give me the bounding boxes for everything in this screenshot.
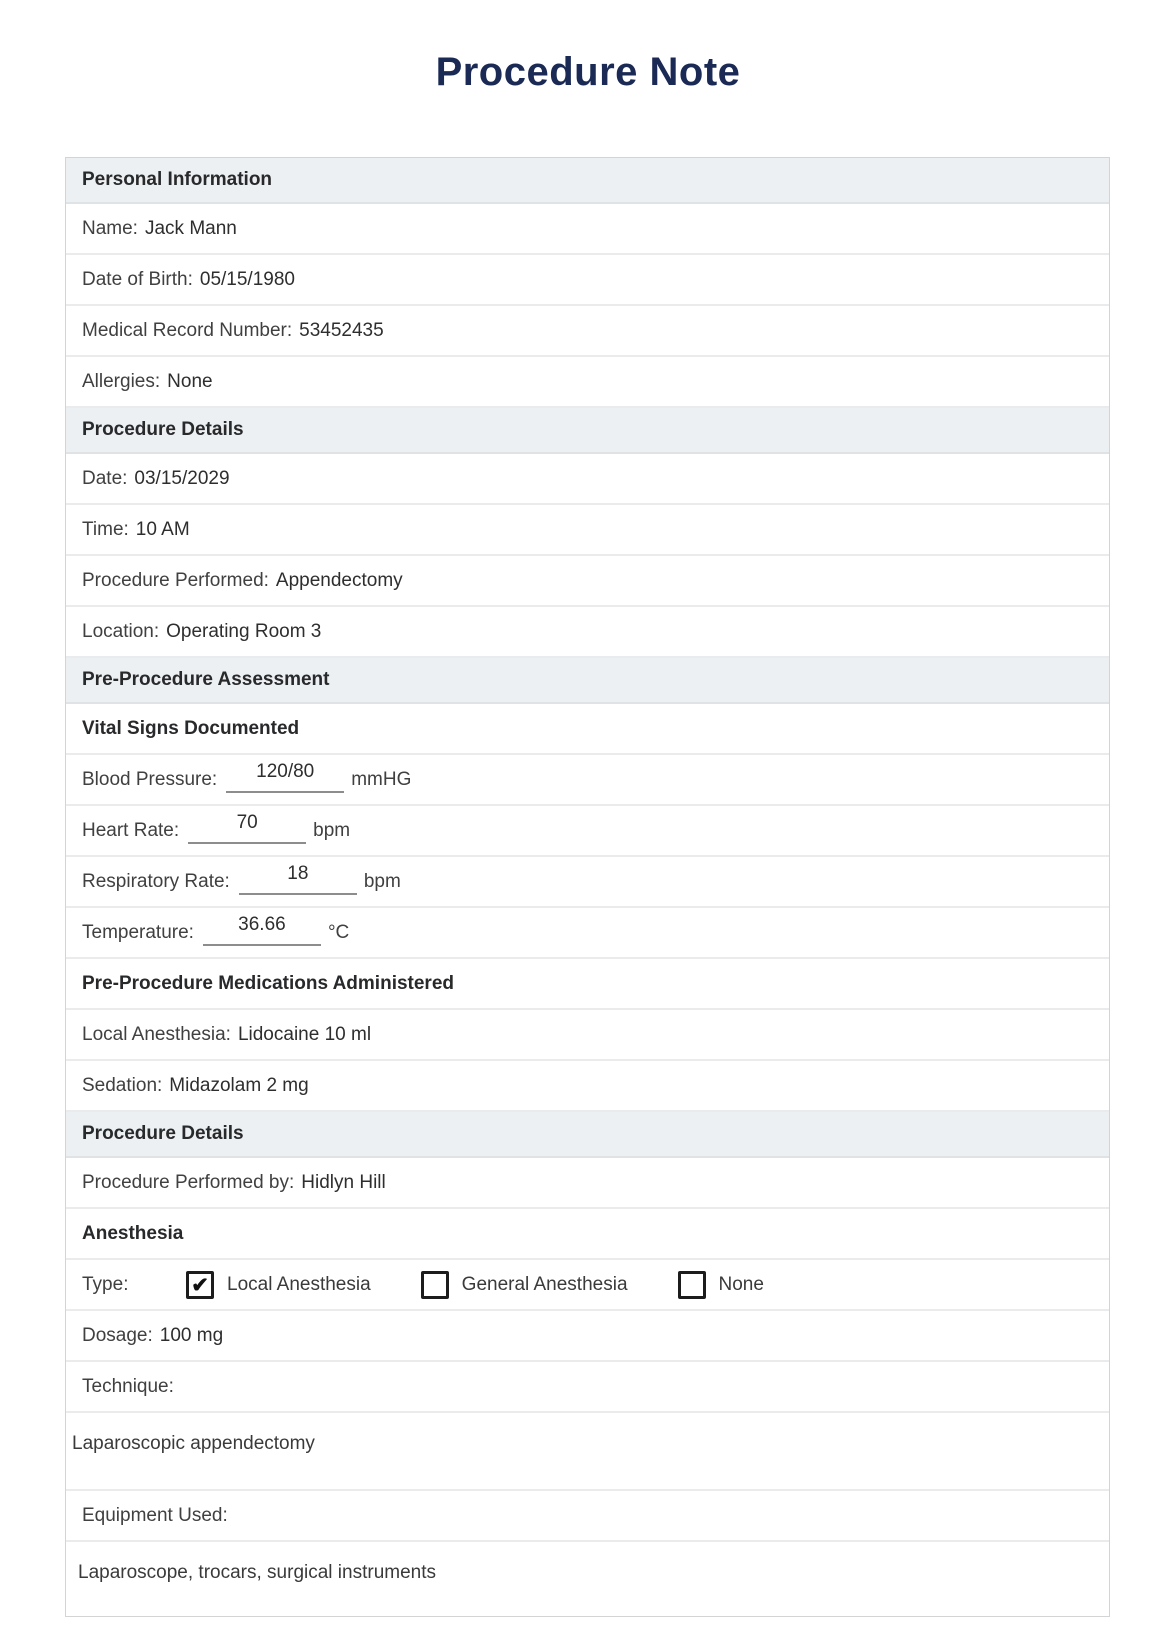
unit-label: bpm xyxy=(313,819,351,841)
section-header-pre-procedure-assessment xyxy=(66,658,1109,704)
field-label: Heart Rate: xyxy=(82,819,180,841)
section-header-label: Pre-Procedure Assessment xyxy=(82,669,330,690)
field-label: Equipment Used: xyxy=(82,1504,228,1526)
technique-text-area[interactable] xyxy=(66,1413,1109,1491)
field-row-technique xyxy=(66,1362,1109,1413)
equipment-text-area[interactable] xyxy=(66,1542,1109,1616)
checkbox-label: None xyxy=(718,1273,764,1295)
checkbox-none[interactable] xyxy=(678,1271,706,1299)
respiratory-rate-blank-field[interactable] xyxy=(239,862,357,895)
vital-row-blood-pressure xyxy=(66,755,1109,806)
field-value: 10 AM xyxy=(135,518,190,540)
field-label: Type: xyxy=(82,1273,129,1295)
field-label: Location: xyxy=(82,620,160,642)
field-row-dosage xyxy=(66,1311,1109,1362)
field-label: Technique: xyxy=(82,1375,174,1397)
field-row-sedation xyxy=(66,1061,1109,1112)
field-row-time xyxy=(66,505,1109,556)
field-row-location xyxy=(66,607,1109,658)
sub-header-label: Vital Signs Documented xyxy=(82,717,300,739)
section-header-procedure-details-2 xyxy=(66,1112,1109,1158)
field-label: Dosage: xyxy=(82,1324,153,1346)
field-value: 53452435 xyxy=(299,319,384,341)
sub-header-pre-procedure-medications xyxy=(66,959,1109,1010)
checkbox-label: General Anesthesia xyxy=(461,1273,628,1295)
section-header-label: Procedure Details xyxy=(82,1123,244,1144)
field-row-procedure-performed xyxy=(66,556,1109,607)
field-label: Allergies: xyxy=(82,370,161,392)
field-value: Lidocaine 10 ml xyxy=(237,1023,372,1045)
option-local-anesthesia xyxy=(186,1271,371,1299)
field-label: Sedation: xyxy=(82,1074,163,1096)
field-row-date-of-birth xyxy=(66,255,1109,306)
option-none xyxy=(678,1271,764,1299)
section-header-procedure-details xyxy=(66,408,1109,454)
section-header-personal-information xyxy=(66,158,1109,204)
unit-label: bpm xyxy=(363,870,401,892)
field-label: Temperature: xyxy=(82,921,194,943)
field-label: Procedure Performed: xyxy=(82,569,269,591)
field-row-name xyxy=(66,204,1109,255)
blank-value: 120/80 xyxy=(256,760,315,782)
checkbox-general-anesthesia[interactable] xyxy=(421,1271,449,1299)
sub-header-label: Pre-Procedure Medications Administered xyxy=(82,972,455,994)
field-row-equipment-used xyxy=(66,1491,1109,1542)
vital-row-temperature xyxy=(66,908,1109,959)
field-label: Local Anesthesia: xyxy=(82,1023,231,1045)
sub-header-vital-signs xyxy=(66,704,1109,755)
vital-row-heart-rate xyxy=(66,806,1109,857)
field-label: Date: xyxy=(82,467,128,489)
field-value: Midazolam 2 mg xyxy=(169,1074,309,1096)
field-row-allergies xyxy=(66,357,1109,408)
blank-value: 18 xyxy=(287,862,309,884)
section-header-label: Personal Information xyxy=(82,169,273,190)
field-row-medical-record-number xyxy=(66,306,1109,357)
section-header-label: Procedure Details xyxy=(82,419,244,440)
field-label: Date of Birth: xyxy=(82,268,193,290)
field-row-local-anesthesia xyxy=(66,1010,1109,1061)
option-general-anesthesia xyxy=(421,1271,628,1299)
field-label: Respiratory Rate: xyxy=(82,870,230,892)
field-value: None xyxy=(167,370,213,392)
field-label: Procedure Performed by: xyxy=(82,1171,295,1193)
field-value: 03/15/2029 xyxy=(134,467,230,489)
checkbox-local-anesthesia[interactable] xyxy=(186,1271,214,1299)
field-label: Medical Record Number: xyxy=(82,319,293,341)
blood-pressure-blank-field[interactable] xyxy=(226,760,344,793)
sub-header-anesthesia xyxy=(66,1209,1109,1260)
field-value: 100 mg xyxy=(159,1324,224,1346)
field-label: Name: xyxy=(82,217,138,239)
anesthesia-type-row xyxy=(66,1260,1109,1311)
checkbox-label: Local Anesthesia xyxy=(227,1273,371,1295)
field-value: Operating Room 3 xyxy=(166,620,322,642)
blank-value: 36.66 xyxy=(238,913,286,935)
field-row-date xyxy=(66,454,1109,505)
page-title: Procedure Note xyxy=(435,50,741,94)
field-value: Appendectomy xyxy=(275,569,403,591)
vital-row-respiratory-rate xyxy=(66,857,1109,908)
unit-label: mmHG xyxy=(351,768,412,790)
unit-label: °C xyxy=(327,921,350,943)
checkmark-icon: ✔ xyxy=(191,1274,209,1297)
temperature-blank-field[interactable] xyxy=(203,913,321,946)
sub-header-label: Anesthesia xyxy=(82,1222,184,1244)
blank-value: 70 xyxy=(236,811,258,833)
field-value: 05/15/1980 xyxy=(199,268,295,290)
field-label: Blood Pressure: xyxy=(82,768,218,790)
field-value: Hidlyn Hill xyxy=(301,1171,386,1193)
field-label: Time: xyxy=(82,518,129,540)
technique-text: Laparoscopic appendectomy xyxy=(72,1433,315,1454)
field-value: Jack Mann xyxy=(144,217,237,239)
heart-rate-blank-field[interactable] xyxy=(188,811,306,844)
procedure-note-form xyxy=(65,157,1110,1617)
field-row-procedure-performed-by xyxy=(66,1158,1109,1209)
equipment-text: Laparoscope, trocars, surgical instruments xyxy=(78,1562,436,1583)
